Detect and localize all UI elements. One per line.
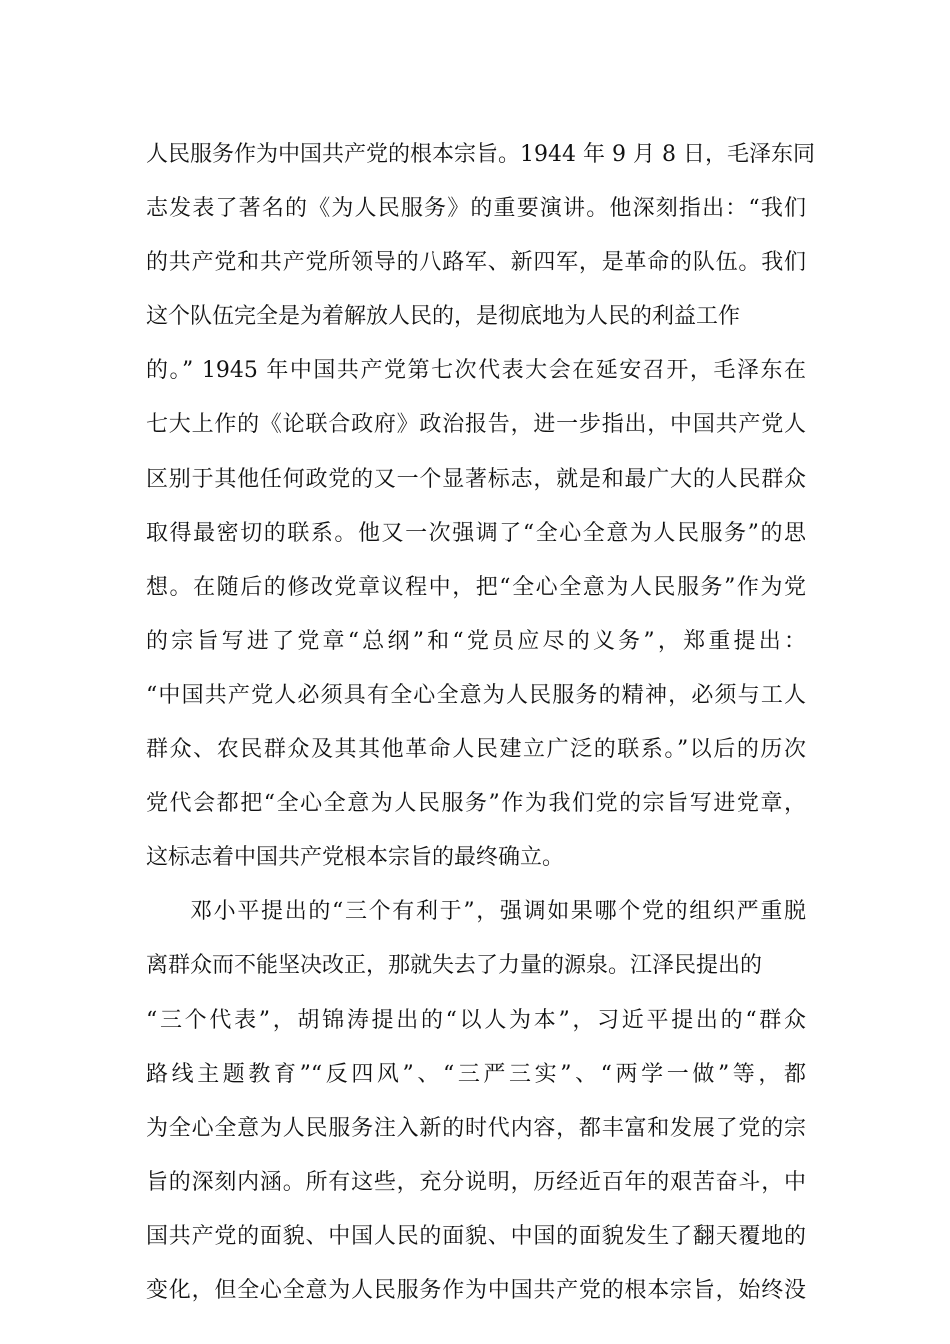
text-line: 的。” 1945 年中国共产党第七次代表大会在延安召开，毛泽东在 [146,358,806,384]
text-line: 邓小平提出的“三个有利于”，强调如果哪个党的组织严重脱 [190,899,806,925]
paragraph-2 [146,885,806,1318]
text-line: 为全心全意为人民服务注入新的时代内容，都丰富和发展了党的宗 [146,1115,806,1141]
text-line: 党代会都把“全心全意为人民服务”作为我们党的宗旨写进党章， [146,791,806,817]
text-line: 变化，但全心全意为人民服务作为中国共产党的根本宗旨，始终没 [146,1277,806,1303]
text-line: 想。在随后的修改党章议程中，把“全心全意为人民服务”作为党 [146,574,806,600]
text-line: 离群众而不能坚决改正，那就失去了力量的源泉。江泽民提出的 [146,953,763,979]
text-line: 七大上作的《论联合政府》政治报告，进一步指出，中国共产党人 [146,412,806,438]
text-line: 路线主题教育”“反四风”、“三严三实”、“两学一做”等，都 [146,1061,806,1087]
text-line: 旨的深刻内涵。所有这些，充分说明，历经近百年的艰苦奋斗，中 [146,1169,806,1195]
text-line: 这个队伍完全是为着解放人民的，是彻底地为人民的利益工作 [146,304,741,330]
text-line: 群众、农民群众及其其他革命人民建立广泛的联系。”以后的历次 [146,737,806,763]
text-line: “三个代表”，胡锦涛提出的“以人为本”，习近平提出的“群众 [146,1007,806,1033]
text-line: 取得最密切的联系。他又一次强调了“全心全意为人民服务”的思 [146,520,806,546]
text-line: 区别于其他任何政党的又一个显著标志，就是和最广大的人民群众 [146,466,806,492]
text-line: 的宗旨写进了党章“总纲”和“党员应尽的义务”，郑重提出： [146,628,806,654]
text-line: “中国共产党人必须具有全心全意为人民服务的精神，必须与工人 [146,682,806,708]
paragraph-1 [146,128,815,885]
text-line: 这标志着中国共产党根本宗旨的最终确立。 [146,845,565,871]
text-line: 人民服务作为中国共产党的根本宗旨。1944 年 9 月 8 日，毛泽东同 [146,142,815,167]
body-text [146,128,815,1318]
text-line: 志发表了著名的《为人民服务》的重要演讲。他深刻指出：“我们 [146,196,806,222]
text-line: 的共产党和共产党所领导的八路军、新四军，是革命的队伍。我们 [146,250,806,276]
text-line: 国共产党的面貌、中国人民的面貌、中国的面貌发生了翻天覆地的 [146,1223,806,1249]
